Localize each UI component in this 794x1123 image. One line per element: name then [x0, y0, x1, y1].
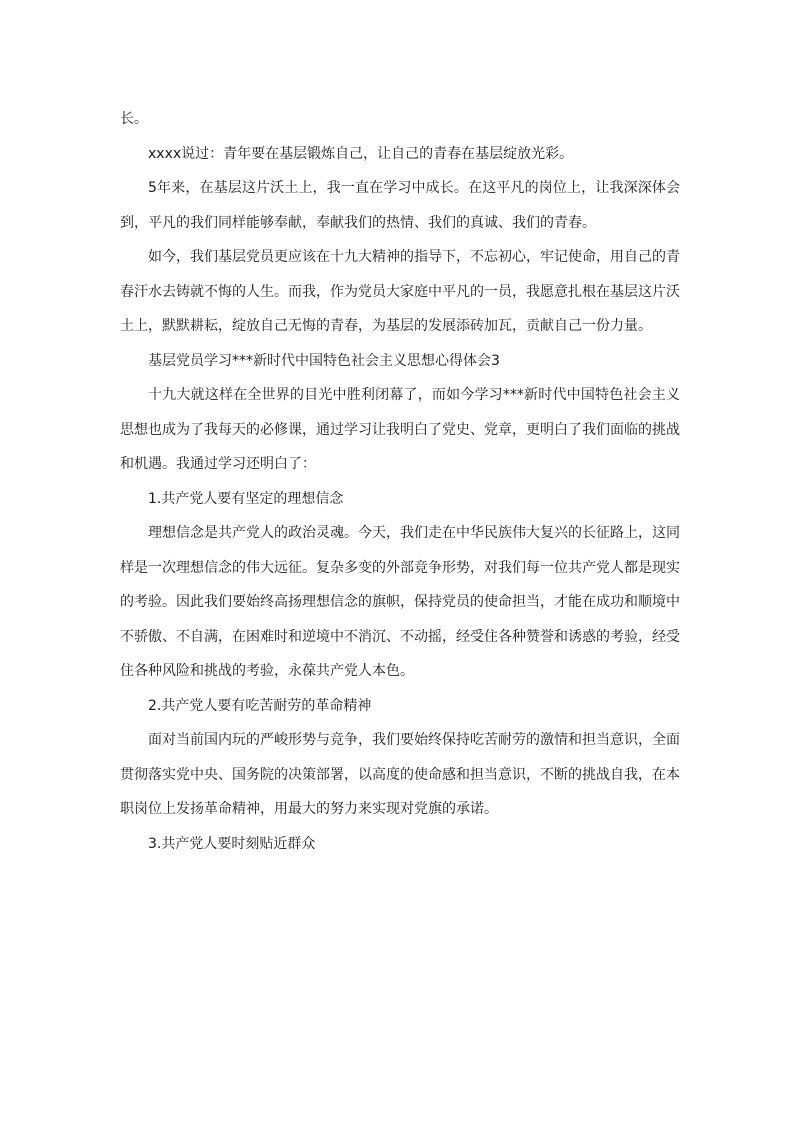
paragraph: 长。 — [120, 111, 148, 127]
paragraph: 5年来，在基层这片沃土上，我一直在学习中成长。在这平凡的岗位上，让我深深体会到，平凡的我们同样能够奉献，奉献我们的热情、我们的真诚、我们的青春。 — [120, 180, 680, 231]
paragraph: 理想信念是共产党人的政治灵魂。今天，我们走在中华民族伟大复兴的长征路上，这同样是一次理想信念的伟大远征。复杂多变的外部竞争形势，对我们每一位共产党人都是现实的考验。因此我们要始终高扬理想信念的旗帜，保持党员的使命担当，才能在成功和顺境中不骄傲、不自满，在困难时和逆境中不消沉、不动摇，经受住各种赞誉和诱惑的考验，经受住各种风险和挑战的考验，永葆共产党人本色。 — [120, 525, 680, 679]
paragraph: 面对当前国内玩的严峻形势与竞争，我们要始终保持吃苦耐劳的激情和担当意识，全面贯彻落实党中央、国务院的决策部署，以高度的使命感和担当意识，不断的挑战自我，在本职岗位上发扬革命精神，用最大的努力来实现对党旗的承诺。 — [120, 732, 680, 817]
numbered-heading: 1.共产党人要有坚定的理想信念 — [148, 490, 344, 507]
paragraph: 十九大就这样在全世界的目光中胜利闭幕了，而如今学习***新时代中国特色社会主义思想也成为了我每天的必修课，通过学习让我明白了党史、党章，更明白了我们面临的挑战和机遇。我通过学习还明白了： — [120, 387, 680, 472]
numbered-heading: 3.共产党人要时刻贴近群众 — [148, 835, 316, 852]
section-heading: 基层党员学习***新时代中国特色社会主义思想心得体会3 — [148, 352, 500, 369]
document-body — [120, 102, 680, 861]
numbered-heading: 2.共产党人要有吃苦耐劳的革命精神 — [148, 697, 372, 714]
paragraph: xxxx说过：青年要在基层锻炼自己，让自己的青春在基层绽放光彩。 — [148, 145, 574, 162]
paragraph: 如今，我们基层党员更应该在十九大精神的指导下，不忘初心，牢记使命，用自己的青春汗水去铸就不悔的人生。而我，作为党员大家庭中平凡的一员，我愿意扎根在基层这片沃土上，默默耕耘，绽放自己无悔的青春，为基层的发展添砖加瓦，贡献自己一份力量。 — [120, 249, 680, 334]
